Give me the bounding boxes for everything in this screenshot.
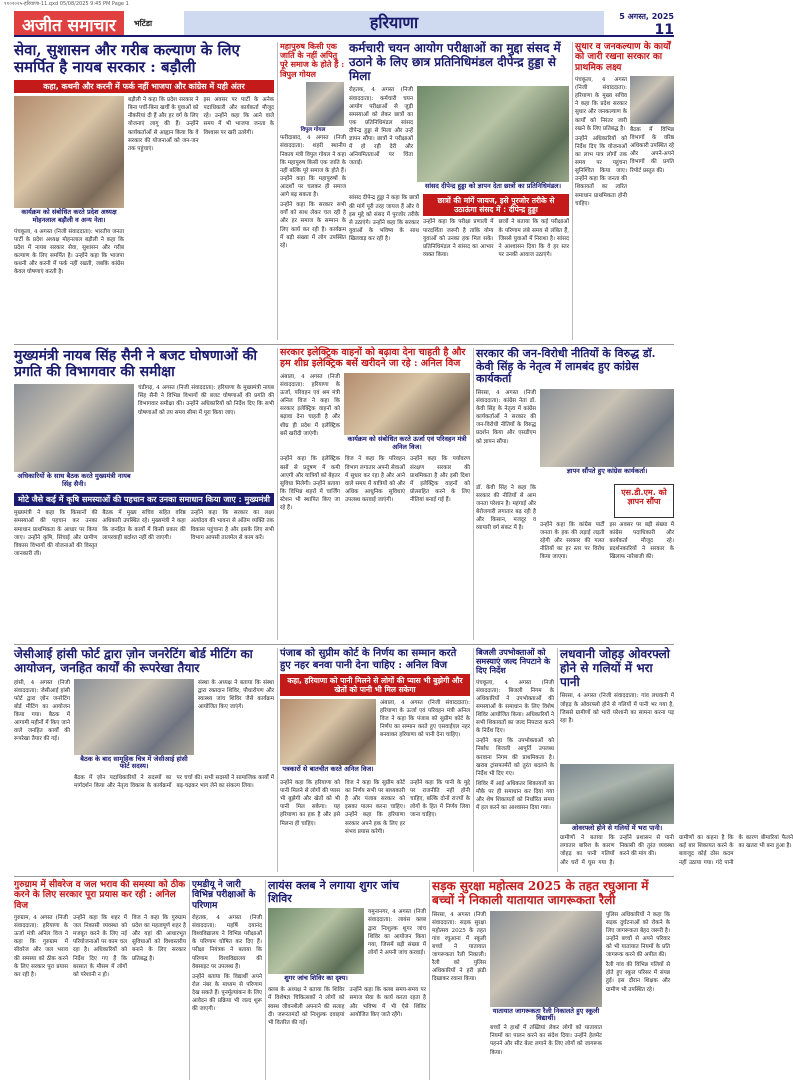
story-headline: सेवा, सुशासन और गरीब कल्याण के लिए समर्पित है नायब सरकार : बड़ौली (14, 41, 240, 77)
story-congress-protest (476, 348, 674, 640)
story-paragraph: उन्होंने अधिकारियों को निर्देश दिए कि योजनाओं का लाभ पात्र लोगों तक समय पर पहुंचना सुनिश्चित किया जाए। उन्होंने कहा कि जनता की शिकायतों का त्वरित समाधान प्राथमिकता होनी चाहिए। (575, 135, 627, 207)
story-paragraph: सिरसा, 4 अगस्त (निजी संवाददाता): गांव लधवानी में जोहड़ के ओवरफ्लो होने से गलियों में पानी भर गया है, जिससे ग्रामीणों को भारी परेशानी का सामना करना पड़ रहा है। (560, 693, 674, 724)
story-headline: सुधार व जनकल्याण के कार्यों को जारी रखना सरकार का प्राथमिक लक्ष्य (575, 42, 671, 73)
story-paragraph: हांसी, 4 अगस्त (निजी संवाददाता): जेसीआई हांसी फोर्ट द्वारा ज़ोन जनरेटिंग बोर्ड मीटिंग का आयोजन किया गया। बैठक में आगामी महीनों में किए जाने वाले जनहित कार्यों की रूपरेखा तैयार की गई। (14, 679, 70, 743)
story-photo (280, 699, 376, 765)
story-paragraph: रोहतक, 4 अगस्त (निजी संवाददाता): कर्मचारी चयन आयोग परीक्षाओं से जुड़ी समस्याओं को लेकर छात्रों का एक प्रतिनिधिमंडल सांसद दीपेन्द्र हुड्डा से मिला और उन्हें ज्ञापन सौंपा। छात्रों ने परीक्षाओं में हो रही देरी और अनियमितताओं पर चिंता जताई। (349, 87, 413, 167)
highlight-box: एस.डी.एम. को ज्ञापन सौंपा (614, 484, 674, 518)
story-headline: बिजली उपभोक्ताओं को समस्याएं जल्द निपटाने के दिए निर्देश (476, 647, 551, 676)
photo-caption: यातायात जागरूकता रैली निकालते हुए स्कूली विद्यार्थी। (492, 1006, 600, 1023)
story-strap: मोटे जैसे कई में कृषि समस्याओं की पहचान कर उनका समाधान किया जाए : मुख्यमंत्री (14, 493, 274, 507)
story-headline: सरकार की जन-विरोधी नीतियों के विरुद्ध डॉ. केवी सिंह के नेतृत्व में लामबंद हुए कांग्रेस कार्यकर्ता (476, 347, 656, 386)
story-paragraph: ग्रामीणों का कहना है कि कई बार शिकायत करने के बावजूद कोई ठोस कदम नहीं उठाया गया। गंदे पानी के कारण बीमारियां फैलने का खतरा भी बना हुआ है। (679, 835, 793, 866)
story-photo (540, 389, 674, 467)
story-paragraph: पंचकूला, 4 अगस्त (निजी संवाददाता): भारतीय जनता पार्टी के प्रदेश अध्यक्ष मोहनलाल बड़ौली ने कहा कि प्रदेश में नायब सरकार सेवा, सुशासन और गरीब कल्याण के लिए समर्पित है। उन्होंने कहा कि भाजपा कथनी और करनी में फर्क नहीं रखती, जबकि कांग्रेस केवल घोषणाएं करती है। (14, 228, 124, 276)
story-paragraph: बैठक में विभिन्न विभागों के वरिष्ठ अधिकारी उपस्थित रहे और अपने-अपने विभागों की प्रगति रिपोर्ट प्रस्तुत की। (630, 127, 674, 174)
story-paragraph: उन्होंने बताया कि विद्यार्थी अपने रोल नंबर के माध्यम से परिणाम देख सकते हैं। पुनर्मूल्यांकन के लिए आवेदन की प्रक्रिया भी जल्द शुरू की जाएगी। (192, 973, 262, 1013)
story-lions-club (268, 880, 426, 1080)
story-electric-buses (280, 348, 470, 640)
story-paragraph: बैठक में ज़ोन पदाधिकारियों ने सदस्यों का मार्गदर्शन किया और नेतृत्व विकास के कार्यक्रमों पर चर्चा की। सभी सदस्यों ने सामाजिक कार्यों में बढ़-चढ़कर भाग लेने का संकल्प लिया। (74, 775, 274, 790)
photo-caption: ओवरफ्लो होने से गलियों में भरा पानी। (571, 824, 663, 833)
story-photo (417, 86, 569, 182)
story-photo (14, 96, 124, 208)
page-number: 11 (654, 22, 674, 38)
portrait-photo (306, 82, 344, 126)
story-paragraph: अंबाला, 4 अगस्त (निजी संवाददाता): हरियाणा के ऊर्जा, परिवहन एवं श्रम मंत्री अनिल विज ने कहा कि सरकार इलेक्ट्रिक वाहनों को बढ़ावा देना चाहती है और शीघ्र ही प्रदेश में इलेक्ट्रिक बसें खरीदी जाएंगी। (280, 373, 340, 437)
story-paragraph: इस अवसर पर बड़ी संख्या में कांग्रेस पदाधिकारी और कार्यकर्ता मौजूद रहे। प्रदर्शनकारियों ने सरकार के खिलाफ नारेबाजी की। (609, 521, 674, 561)
story-paragraph: डॉ. केवी सिंह ने कहा कि सरकार की नीतियों से आम जनता परेशान है। महंगाई और बेरोजगारी लगातार बढ़ रही है और किसान, मजदूर व व्यापारी वर्ग संकट में है। (476, 484, 536, 532)
story-headline: गुरुग्राम में सीवरेज व जल भराव की समस्या को ठीक करने के लिए सरकार पूरा प्रयास कर रही : अनिल विज (14, 880, 186, 911)
story-mdu-results (192, 880, 262, 1080)
story-paragraph: उन्होंने कहा कि परीक्षा प्रणाली में पारदर्शिता जरूरी है ताकि योग्य युवाओं को उनका हक मिल सके। प्रतिनिधिमंडल ने सांसद का आभार व्यक्त किया। (423, 219, 494, 258)
story-paragraph: अंबाला, 4 अगस्त (निजी संवाददाता): हरियाणा के ऊर्जा एवं परिवहन मंत्री अनिल विज ने कहा कि पंजाब को सुप्रीम कोर्ट के निर्णय का सम्मान करते हुए एसवाईएल नहर बनवाकर हरियाणा को पानी देना चाहिए। (380, 700, 470, 739)
story-paragraph: ग्रामीणों ने बताया कि लगातार बारिश के कारण जोहड़ का पानी गलियों और घरों में घुस गया है। उन्होंने प्रशासन से पानी निकासी की तुरंत व्यवस्था करने की मांग की। (560, 835, 674, 866)
story-paragraph: मुख्यमंत्री ने कहा कि किसानों की समस्याओं की पहचान कर उनका समाधान प्राथमिकता के आधार पर किया जाए। उन्होंने कृषि, सिंचाई और ग्रामीण विकास विभागों की योजनाओं की विस्तृत जानकारी ली। (14, 510, 98, 557)
photo-caption: कार्यक्रम को संबोधित करते प्रदेश अध्यक्ष मोहनलाल बड़ौली व अन्य नेता। (21, 208, 117, 224)
story-headline: सड़क सुरक्षा महोत्सव 2025 के तहत रघुआना में बच्चों ने निकाली यातायात जागरूकता रैली (432, 879, 649, 907)
photo-caption: बैठक के बाद सामूहिक चित्र में जेसीआई हांसी फोर्ट सदस्य। (80, 754, 188, 771)
story-strap: कहा, कथनी और करनी में फर्क नहीं भाजपा और कांग्रेस में यही अंतर (14, 80, 274, 94)
photo-caption: सांसद दीपेन्द्र हुड्डा को ज्ञापन देता छात्रों का प्रतिनिधिमंडल। (424, 182, 562, 191)
story-paragraph: फरीदाबाद, 4 अगस्त (निजी संवाददाता): शहरी स्थानीय निकाय मंत्री विपुल गोयल ने कहा कि महापुरुष किसी एक जाति के नहीं बल्कि पूरे समाज के होते हैं। उन्होंने कहा कि महापुरुषों के आदर्शों पर चलकर ही समाज आगे बढ़ सकता है। (280, 135, 346, 199)
story-headline: पंजाब को सुप्रीम कोर्ट के निर्णय का सम्मान करते हुए नहर बनवा पानी देना चाहिए : अनिल विज (280, 648, 457, 671)
story-paragraph: उन्होंने कहा कि इलेक्ट्रिक बसों से प्रदूषण में कमी आएगी और यात्रियों को बेहतर सुविधा मिलेगी। उन्होंने बताया कि विभिन्न शहरों में चार्जिंग स्टेशन भी स्थापित किए जा रहे हैं। (280, 456, 340, 512)
print-strip: ९१०२०२५-हरियाणा-11.qxd 05/08/2025 9:45 PM Page 1 (4, 1, 129, 7)
story-paragraph: विज ने कहा कि परिवहन विभाग लगातार अपनी सेवाओं में सुधार कर रहा है और आने वाले समय में यात्रियों को और अधिक आधुनिक सुविधाएं उपलब्ध करवाई जाएंगी। (345, 456, 405, 503)
story-headline: जेसीआई हांसी फोर्ट द्वारा ज़ोन जनरेटिंग बोर्ड मीटिंग का आयोजन, जनहित कार्यों की रूपरेखा तैयार (14, 647, 253, 675)
edition-date: 5 अगस्त, 2025 (619, 12, 674, 21)
story-deepender-hooda (349, 42, 569, 340)
story-badauli (14, 42, 274, 340)
edition-city: भटिंडा (134, 19, 153, 28)
story-paragraph: उन्होंने कहा कि क्लब समय-समय पर समाज सेवा के कार्य करता रहता है और भविष्य में भी ऐसे शिविर आयोजित किए जाते रहेंगे। (349, 987, 426, 1018)
masthead (14, 11, 674, 37)
story-paragraph: उन्होंने कहा कि सरकार का लक्ष्य अंत्योदय की भावना से अंतिम व्यक्ति तक विकास पहुंचाना है और इसके लिए सभी विभाग आपसी तालमेल से काम करें। (190, 510, 274, 541)
story-gurugram-sewerage (14, 880, 186, 1080)
story-headline: लायंस क्लब ने लगाया शुगर जांच शिविर (268, 879, 400, 905)
photo-caption: पत्रकारों से बातचीत करते अनिल विज। (282, 765, 374, 773)
story-headline: एमडीयू ने जारी विभिन्न परीक्षाओं के परिणाम (192, 880, 256, 911)
story-jci-hansi (14, 648, 274, 872)
story-paragraph: बच्चों ने हाथों में तख्तियां लेकर लोगों को यातायात नियमों का पालन करने का संदेश दिया। उन्होंने हेलमेट पहनने और सीट बेल्ट लगाने के लिए लोगों को जागरूक किया। (490, 1025, 602, 1056)
story-headline: लधवानी जोहड़ ओवरफ्लो होने से गलियों में भरा पानी (560, 647, 670, 689)
story-vipul-goyal (280, 42, 346, 340)
story-paragraph: यमुनानगर, 4 अगस्त (निजी संवाददाता): लायंस क्लब द्वारा निःशुल्क शुगर जांच शिविर का आयोजन किया गया, जिसमें बड़ी संख्या में लोगों ने अपनी जांच करवाई। (368, 909, 426, 956)
story-headline: सरकार इलेक्ट्रिक वाहनों को बढ़ावा देना चाहती है और हम शीघ्र इलेक्ट्रिक बसें खरीदने जा रहे : अनिल विज (280, 347, 466, 369)
story-photo (490, 911, 602, 1007)
photo-caption: शुगर जांच शिविर का दृश्य। (284, 974, 348, 983)
newspaper-logo: अजीत समाचार (14, 11, 124, 35)
story-paragraph: शिविर में आई अधिकतर शिकायतों का मौके पर ही समाधान कर दिया गया और शेष शिकायतों को निर्धारित समय में हल करने का आश्वासन दिया गया। (476, 780, 554, 812)
story-photo (560, 764, 674, 824)
story-paragraph: उन्होंने कहा कि शहर में जल निकासी व्यवस्था को मजबूत करने के लिए नई परियोजनाओं पर काम चल रहा है। अधिकारियों को निर्देश दिए गए हैं कि बरसात के मौसम में लोगों को परेशानी न हो। (73, 915, 127, 978)
story-cm-review (14, 348, 274, 640)
story-paragraph: उन्होंने कहा कि कांग्रेस पार्टी जनता के हक की लड़ाई लड़ती रहेगी और सरकार की गलत नीतियों का हर स्तर पर विरोध किया जाएगा। (540, 521, 605, 561)
story-headline: मुख्यमंत्री नायब सिंह सैनी ने बजट घोषणाओं की प्रगति की विभागवार की समीक्षा (14, 348, 258, 381)
story-paragraph: विज ने कहा कि गुरुग्राम प्रदेश का महत्वपूर्ण शहर है और यहां की आधारभूत सुविधाओं को विश्वस्तरीय बनाने के लिए सरकार प्रतिबद्ध है। (132, 915, 186, 962)
portrait-photo (630, 76, 674, 124)
story-paragraph: चंडीगढ़, 4 अगस्त (निजी संवाददाता): हरियाणा के मुख्यमंत्री नायब सिंह सैनी ने विभिन्न विभागों की बजट घोषणाओं की प्रगति की विभागवार समीक्षा की। उन्होंने अधिकारियों को निर्देश दिए कि सभी घोषणाओं को तय समय सीमा में पूरा किया जाए। (138, 385, 274, 416)
section-title: हरियाणा (184, 11, 604, 35)
story-headline: महापुरुष किसी एक जाति के नहीं अपितु पूरे समाज के होते हैं : विपुल गोयल (280, 41, 345, 79)
story-paragraph: संस्था के अध्यक्ष ने बताया कि संस्था द्वारा रक्तदान शिविर, पौधारोपण और स्वास्थ्य जांच शिविर जैसे कार्यक्रम आयोजित किए जाएंगे। (198, 679, 274, 710)
story-paragraph: गुरुग्राम, 4 अगस्त (निजी संवाददाता): हरियाणा के ऊर्जा मंत्री अनिल विज ने कहा कि गुरुग्राम में सीवरेज और जल भराव की समस्या को ठीक करने के लिए सरकार पूरा प्रयास कर रही है। (14, 915, 68, 978)
story-paragraph: रोहतक, 4 अगस्त (निजी संवाददाता): महर्षि दयानंद विश्वविद्यालय ने विभिन्न परीक्षाओं के परिणाम घोषित कर दिए हैं। परीक्षा नियंत्रक ने बताया कि परिणाम विश्वविद्यालय की वेबसाइट पर उपलब्ध हैं। (192, 915, 262, 970)
story-syl-canal (280, 648, 470, 872)
story-strap: कहा, हरियाणा को पानी मिलने से लोगों की प्यास भी बुझेगी और खेतों को पानी भी मिल सकेगा (280, 674, 470, 696)
story-paragraph: छात्रों ने बताया कि कई परीक्षाओं के परिणाम लंबे समय से लंबित हैं, जिससे युवाओं में निराशा है। सांसद ने आश्वासन दिया कि वे हर स्तर पर उनकी आवाज उठाएंगे। (498, 219, 569, 258)
story-paragraph: सांसद दीपेन्द्र हुड्डा ने कहा कि छात्रों की मांगें पूरी तरह जायज हैं और वे इस मुद्दे को संसद में पुरजोर तरीके से उठाएंगे। उन्होंने कहा कि सरकार युवाओं के भविष्य के साथ खिलवाड़ कर रही है। (349, 195, 419, 242)
story-road-safety (432, 880, 674, 1080)
photo-caption: कार्यक्रम को संबोधित करते ऊर्जा एवं परिवहन मंत्री अनिल विज। (347, 434, 467, 451)
story-paragraph: सिरसा, 4 अगस्त (निजी संवाददाता): कांग्रेस नेता डॉ. केवी सिंह के नेतृत्व में कांग्रेस कार्यकर्ताओं ने सरकार की जन-विरोधी नीतियों के विरुद्ध प्रदर्शन किया और एसडीएम को ज्ञापन सौंपा। (476, 389, 536, 445)
photo-caption: विपुल गोयल (300, 126, 326, 133)
story-paragraph: क्लब के अध्यक्ष ने बताया कि शिविर में विशेषज्ञ चिकित्सकों ने लोगों को स्वस्थ जीवनशैली अपनाने की सलाह दी। जरूरतमंदों को निःशुल्क दवाइयां भी वितरित की गईं। (268, 987, 345, 1026)
story-headline: कर्मचारी चयन आयोग परीक्षाओं का मुद्दा संसद में उठाने के लिए छात्र प्रतिनिधिमंडल दीपेन्द्र हुड्डा से मिला (349, 41, 561, 83)
story-paragraph: रैली गांव की विभिन्न गलियों से होते हुए स्कूल परिसर में संपन्न हुई। इस दौरान शिक्षक और ग्रामीण भी उपस्थित रहे। (606, 962, 670, 993)
photo-caption: अधिकारियों के साथ बैठक करते मुख्यमंत्री नायब सिंह सैनी। (17, 472, 131, 488)
story-paragraph: उन्होंने कहा कि सरकार सभी वर्गों को साथ लेकर चल रही है और हर समाज के सम्मान के लिए कार्य कर रही है। कार्यक्रम में बड़ी संख्या में लोग उपस्थित रहे। (280, 202, 346, 249)
story-electricity (476, 648, 554, 872)
story-paragraph: सिरसा, 4 अगस्त (निजी संवाददाता): सड़क सुरक्षा महोत्सव 2025 के तहत गांव रघुआना में स्कूली बच्चों ने यातायात जागरूकता रैली निकाली। रैली को पुलिस अधिकारियों ने हरी झंडी दिखाकर रवाना किया। (432, 911, 486, 983)
story-reforms (575, 42, 674, 340)
story-paragraph: उन्होंने कहा कि उपभोक्ताओं को निर्बाध बिजली आपूर्ति उपलब्ध करवाना निगम की प्राथमिकता है। खराब ट्रांसफार्मरों को तुरंत बदलने के निर्देश भी दिए गए। (476, 738, 554, 777)
photo-caption: ज्ञापन सौंपते हुए कांग्रेस कार्यकर्ता। (566, 466, 648, 475)
story-photo (268, 908, 364, 974)
story-photo (344, 373, 470, 435)
story-paragraph: उन्होंने कहा कि पानी के मुद्दे पर राजनीति नहीं होनी चाहिए, बल्कि दोनों राज्यों के लोगों के हित में निर्णय लिया जाना चाहिए। (410, 780, 470, 819)
sub-headline: छात्रों की मांगें जायज, इसे पुरजोर तरीके से उठाऊंगा संसद में : दीपेन्द्र हुड्डा (423, 194, 569, 216)
story-paragraph: उन्होंने कहा कि हरियाणा को पानी मिलने से लोगों की प्यास भी बुझेगी और खेतों को भी पानी मिल सकेगा। यह हरियाणा का हक है और इसे मिलना ही चाहिए। (280, 780, 340, 827)
story-paragraph: इस अवसर पर पार्टी के अनेक पदाधिकारी और कार्यकर्ता मौजूद रहे। उन्होंने कहा कि आने वाले समय में भी भाजपा जनता के विश्वास पर खरी उतरेगी। (203, 97, 274, 136)
story-photo (74, 679, 194, 755)
story-paragraph: विज ने कहा कि सुप्रीम कोर्ट का निर्णय सभी पर बाध्यकारी है और पंजाब सरकार को इसका पालन करना चाहिए। उन्होंने कहा कि हरियाणा सरकार अपने हक के लिए हर संभव प्रयास करेगी। (345, 780, 405, 835)
story-paragraph: बड़ौली ने कहा कि प्रदेश सरकार ने बिना पर्ची-बिना खर्ची के युवाओं को नौकरियां दी हैं और हर वर्ग के लिए योजनाएं लागू की हैं। उन्होंने कार्यकर्ताओं से आह्वान किया कि वे सरकार की योजनाओं को जन-जन तक पहुंचाएं। (128, 97, 199, 152)
story-photo (14, 384, 134, 472)
story-paragraph: बैठक में मुख्य सचिव सहित वरिष्ठ अधिकारी उपस्थित रहे। मुख्यमंत्री ने कहा कि जनहित के कार्यों में किसी प्रकार की लापरवाही बर्दाश्त नहीं की जाएगी। (102, 510, 186, 541)
story-paragraph: उन्होंने कहा कि पर्यावरण संरक्षण सरकार की प्राथमिकता है और इसी दिशा में इलेक्ट्रिक वाहनों को प्रोत्साहित करने के लिए नीतियां बनाई गई हैं। (410, 456, 470, 503)
story-paragraph: पंचकूला, 4 अगस्त (निजी संवाददाता): बिजली निगम के अधिकारियों ने उपभोक्ताओं की समस्याओं के समाधान के लिए विशेष शिविर आयोजित किया। अधिकारियों ने सभी शिकायतों का जल्द निपटारा करने के निर्देश दिए। (476, 679, 554, 735)
story-ladhwani-flood (560, 647, 793, 872)
story-paragraph: पुलिस अधिकारियों ने कहा कि सड़क दुर्घटनाओं को रोकने के लिए जागरूकता बेहद जरूरी है। उन्होंने बच्चों से अपने परिवार को भी यातायात नियमों के प्रति जागरूक करने की अपील की। (606, 911, 670, 959)
story-paragraph: पंचकूला, 4 अगस्त (निजी संवाददाता): हरियाणा के मुख्य सचिव ने कहा कि प्रदेश सरकार सुधार और जनकल्याण के कार्यों को निरंतर जारी रखने के लिए प्रतिबद्ध है। (575, 77, 627, 132)
